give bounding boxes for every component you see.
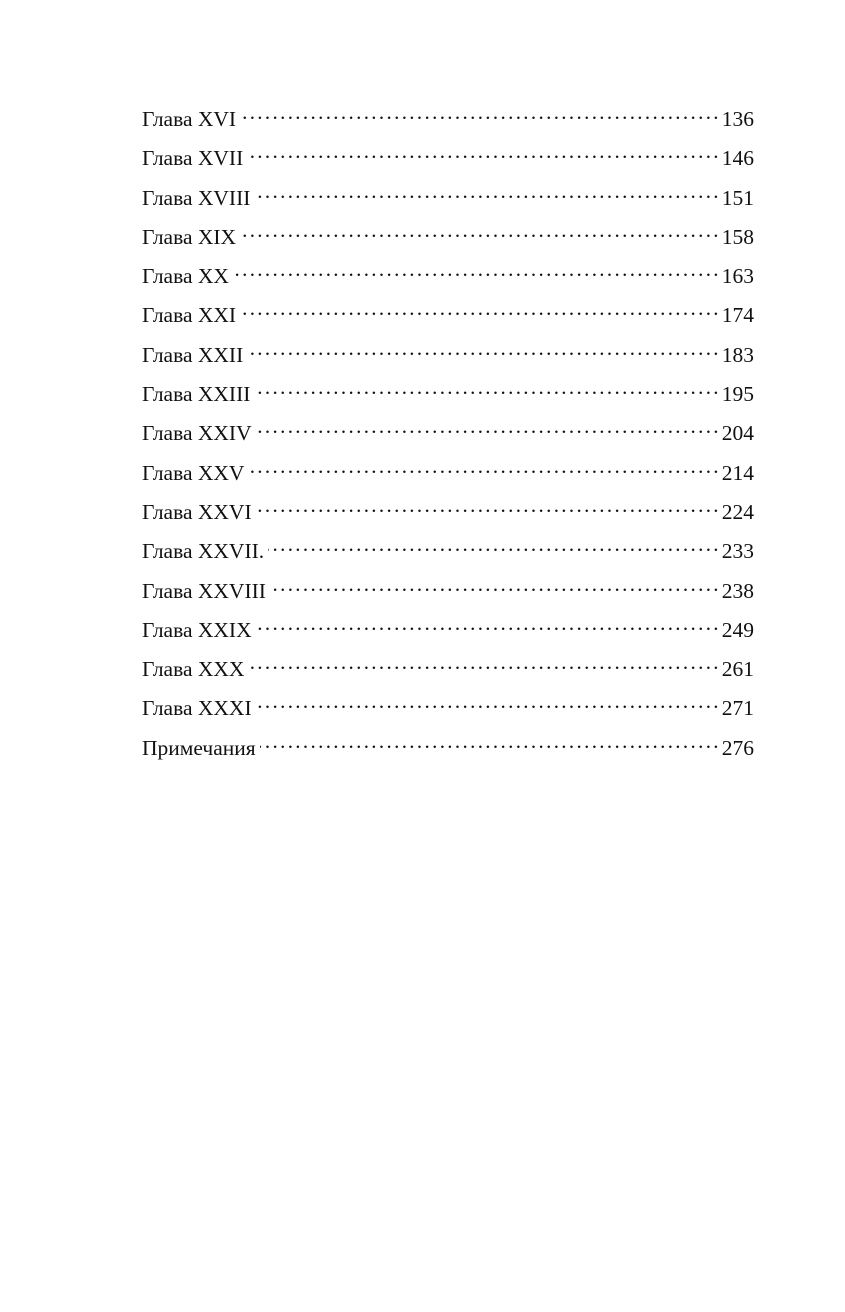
toc-entry-title: Глава XXIII	[142, 382, 251, 407]
dot-leader	[247, 338, 719, 362]
dot-leader	[256, 495, 719, 519]
toc-entry-page-number: 214	[721, 460, 754, 485]
dot-leader	[256, 613, 719, 637]
toc-entry-title: Глава XXII	[142, 342, 244, 367]
dot-leader	[240, 102, 719, 126]
dot-leader	[254, 377, 718, 401]
toc-entry-page-number: 261	[721, 657, 754, 682]
toc-entry	[142, 650, 754, 689]
toc-entry-title: Глава XVI	[142, 107, 237, 131]
dot-leader	[240, 298, 719, 322]
table-of-contents	[142, 100, 754, 768]
toc-entry	[142, 611, 754, 650]
toc-entry-title: Глава XXI	[142, 303, 237, 328]
toc-entry-page-number: 204	[721, 421, 754, 446]
dot-leader	[248, 456, 718, 480]
toc-entry	[142, 375, 754, 414]
toc-entry-page-number: 174	[721, 303, 754, 328]
toc-entry	[142, 139, 754, 178]
toc-entry-title: Глава XXVIII	[142, 578, 266, 603]
toc-entry-title: Глава XXVI	[142, 499, 252, 524]
toc-entry-page-number: 151	[721, 185, 754, 210]
toc-entry-page-number: 276	[721, 735, 754, 760]
toc-entry-title: Глава XIX	[142, 224, 237, 249]
toc-entry	[142, 493, 754, 532]
toc-entry-title: Глава XXXI	[142, 696, 252, 721]
toc-entry	[142, 414, 754, 453]
dot-leader	[268, 534, 719, 558]
toc-entry-page-number: 249	[721, 617, 754, 642]
toc-entry-page-number: 183	[721, 342, 754, 367]
toc-entry-page-number: 195	[721, 382, 754, 407]
toc-entry-page-number: 271	[721, 696, 754, 721]
toc-entry-title: Глава XXV	[142, 460, 245, 485]
toc-entry-page-number: 146	[721, 146, 754, 171]
dot-leader	[240, 220, 719, 244]
toc-entry-title: Глава XXX	[142, 657, 245, 682]
toc-entry	[142, 729, 754, 768]
dot-leader	[247, 141, 719, 165]
toc-entry-page-number: 136	[721, 107, 754, 131]
toc-entry	[142, 689, 754, 728]
toc-entry-title: Глава XXVII.	[142, 539, 265, 564]
toc-entry-page-number: 238	[721, 578, 754, 603]
dot-leader	[248, 652, 718, 676]
toc-entry	[142, 454, 754, 493]
dot-leader	[270, 574, 719, 598]
toc-entry	[142, 179, 754, 218]
dot-leader	[260, 731, 719, 755]
dot-leader	[256, 416, 719, 440]
toc-entry-page-number: 163	[721, 264, 754, 289]
toc-entry-page-number: 224	[721, 499, 754, 524]
toc-entry	[142, 296, 754, 335]
toc-entry	[142, 218, 754, 257]
toc-entry-title: Глава XX	[142, 264, 229, 289]
toc-entry-title: Глава XXIX	[142, 617, 252, 642]
dot-leader	[233, 259, 719, 283]
dot-leader	[256, 691, 719, 715]
toc-entry-title: Глава XVII	[142, 146, 244, 171]
toc-entry	[142, 257, 754, 296]
toc-entry	[142, 336, 754, 375]
toc-entry-page-number: 158	[721, 224, 754, 249]
toc-entry-page-number: 233	[721, 539, 754, 564]
toc-entry	[142, 532, 754, 571]
toc-entry-title: Примечания	[142, 735, 256, 760]
toc-entry-title: Глава XXIV	[142, 421, 252, 446]
dot-leader	[254, 181, 718, 205]
toc-entry-title: Глава XVIII	[142, 185, 251, 210]
toc-entry	[142, 572, 754, 611]
toc-entry	[142, 100, 754, 139]
